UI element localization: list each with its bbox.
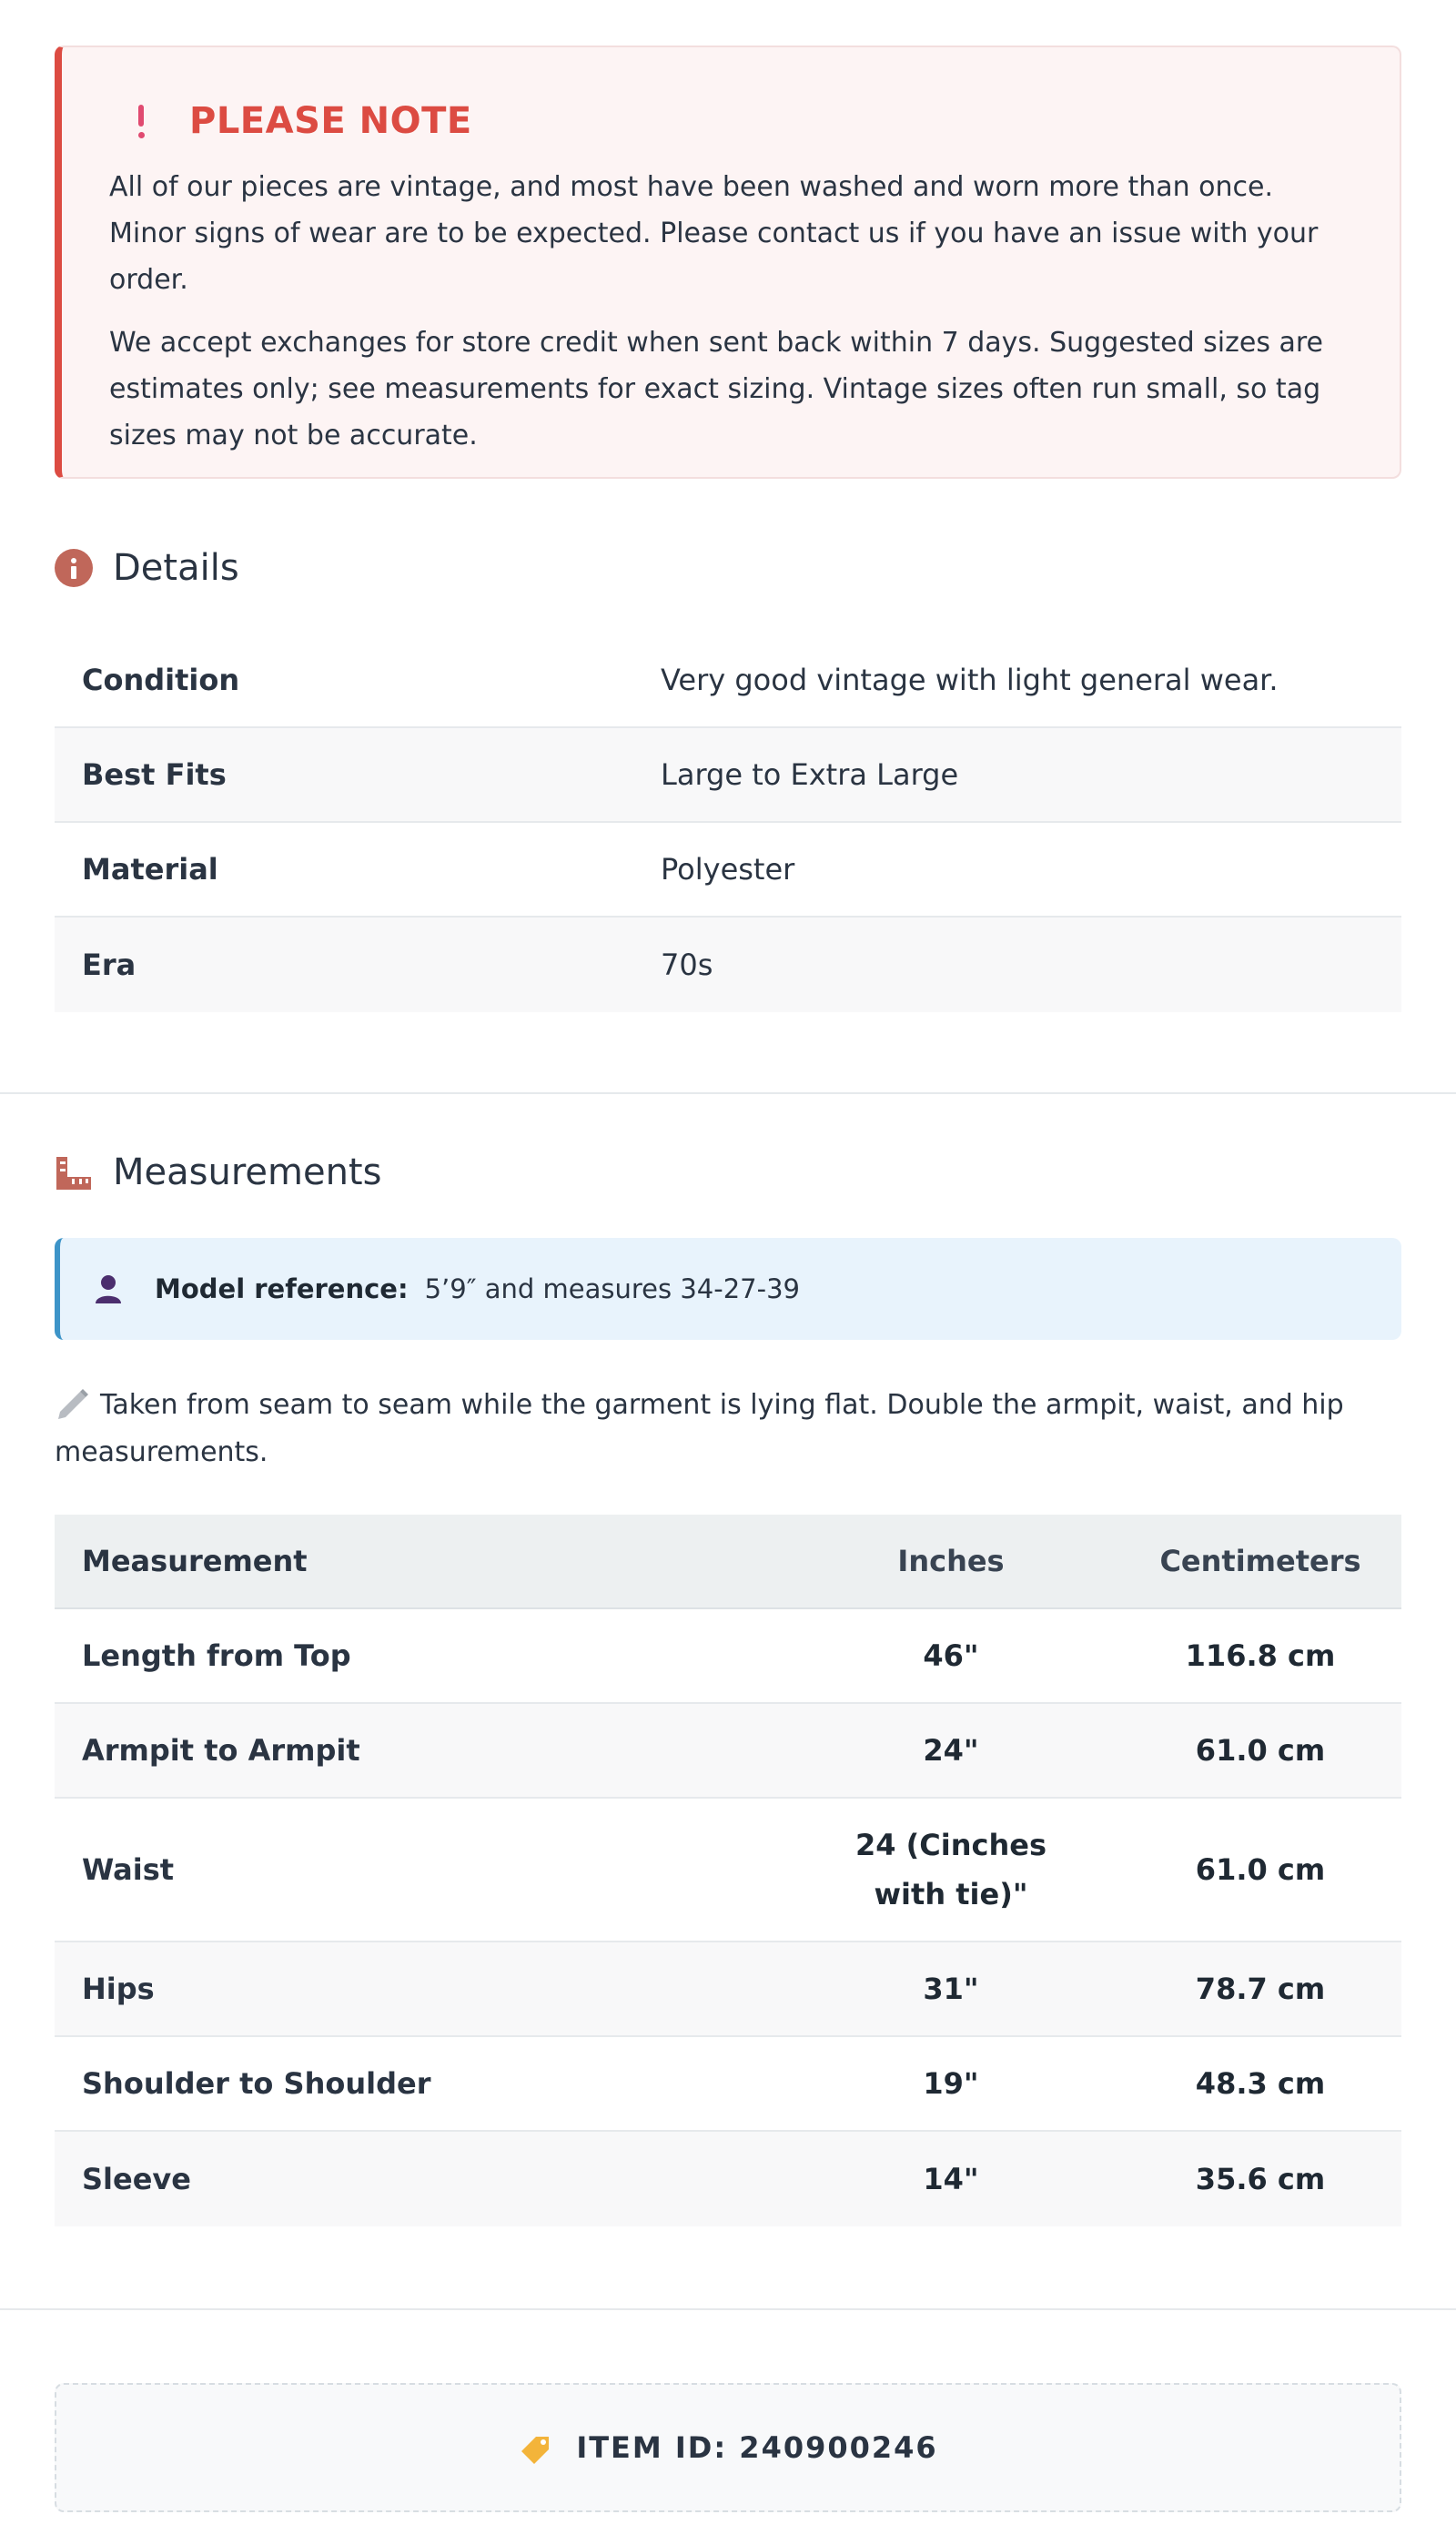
measurement-inches: 46" [923,1638,979,1673]
pencil-icon [55,1384,91,1421]
measurement-name: Shoulder to Shoulder [82,2066,431,2101]
measurement-cm: 61.0 cm [1195,1852,1326,1887]
table-row [55,2132,1401,2226]
measurement-cm: 116.8 cm [1185,1638,1336,1673]
detail-label: Condition [82,663,240,697]
model-reference-value: 5’9″ and measures 34-27-39 [424,1273,800,1304]
section-title: Measurements [113,1151,382,1193]
ruler-icon [55,1153,93,1191]
detail-value: Polyester [661,852,795,887]
table-row [55,918,1401,1012]
notice-paragraph: All of our pieces are vintage, and most have been washed and worn more than once. Minor signs of wear are to be expected. Please contact us if you have an issue with your order. [109,171,1319,296]
column-header: Measurement [82,1544,308,1578]
measurement-name: Hips [82,1972,155,2006]
detail-label: Material [82,852,218,887]
exclamation-icon [127,102,155,140]
notice-title: PLEASE NOTE [189,100,472,142]
measurement-inches: 14" [923,2162,979,2196]
detail-value: 70s [661,948,713,982]
column-header: Inches [897,1544,1005,1578]
details-section [0,541,1456,1012]
notice-paragraph: We accept exchanges for store credit when sent back within 7 days. Suggested sizes are estimates only; see measurements for exact sizing. Vintage sizes often run small, so tag sizes may not be accurate. [109,327,1324,451]
please-note-box [55,46,1401,479]
measurements-table [55,1515,1401,2226]
measurement-cm: 35.6 cm [1195,2162,1326,2196]
measurement-inches: 24" [923,1733,979,1768]
measurement-name: Sleeve [82,2162,191,2196]
section-divider [0,1092,1456,1094]
detail-label: Era [82,948,136,982]
measurement-inches: 24 (Cinches with tie)" [854,1828,1047,1911]
table-row [55,823,1401,918]
measurement-inches: 31" [923,1972,979,2006]
table-row [55,1942,1401,2037]
measurement-cm: 61.0 cm [1195,1733,1326,1768]
measurements-heading [55,1145,1401,1200]
details-table [55,634,1401,1012]
measurement-note-text: Taken from seam to seam while the garment is lying flat. Double the armpit, waist, and hip measurements. [55,1389,1344,1468]
person-icon [93,1273,124,1304]
measurement-note [55,1382,1401,1476]
details-heading [55,541,1401,595]
notice-header [109,98,1352,144]
item-id-box [55,2383,1401,2512]
measurements-heading-wrap [0,1145,1456,1200]
measurement-name: Waist [82,1852,175,1887]
detail-value: Very good vintage with light general wear. [661,663,1279,697]
measurement-name: Length from Top [82,1638,351,1673]
item-id: ITEM ID: 240900246 [576,2430,938,2465]
section-divider [0,2308,1456,2310]
product-info-page [0,46,1456,2512]
table-header-row [55,1515,1401,1609]
detail-value: Large to Extra Large [661,757,959,792]
table-row [55,1799,1401,1942]
measurement-cm: 48.3 cm [1195,2066,1326,2101]
table-row [55,1704,1401,1799]
measurement-name: Armpit to Armpit [82,1733,360,1768]
table-row [55,728,1401,823]
tag-icon [518,2429,554,2466]
column-header: Centimeters [1159,1544,1361,1578]
model-reference-label: Model reference: [155,1273,409,1304]
info-icon [55,549,93,587]
model-reference-box [55,1238,1401,1340]
measurement-inches: 19" [923,2066,979,2101]
table-row [55,2037,1401,2132]
table-row [55,634,1401,728]
table-row [55,1609,1401,1704]
measurement-cm: 78.7 cm [1195,1972,1326,2006]
detail-label: Best Fits [82,757,227,792]
section-title: Details [113,547,239,589]
